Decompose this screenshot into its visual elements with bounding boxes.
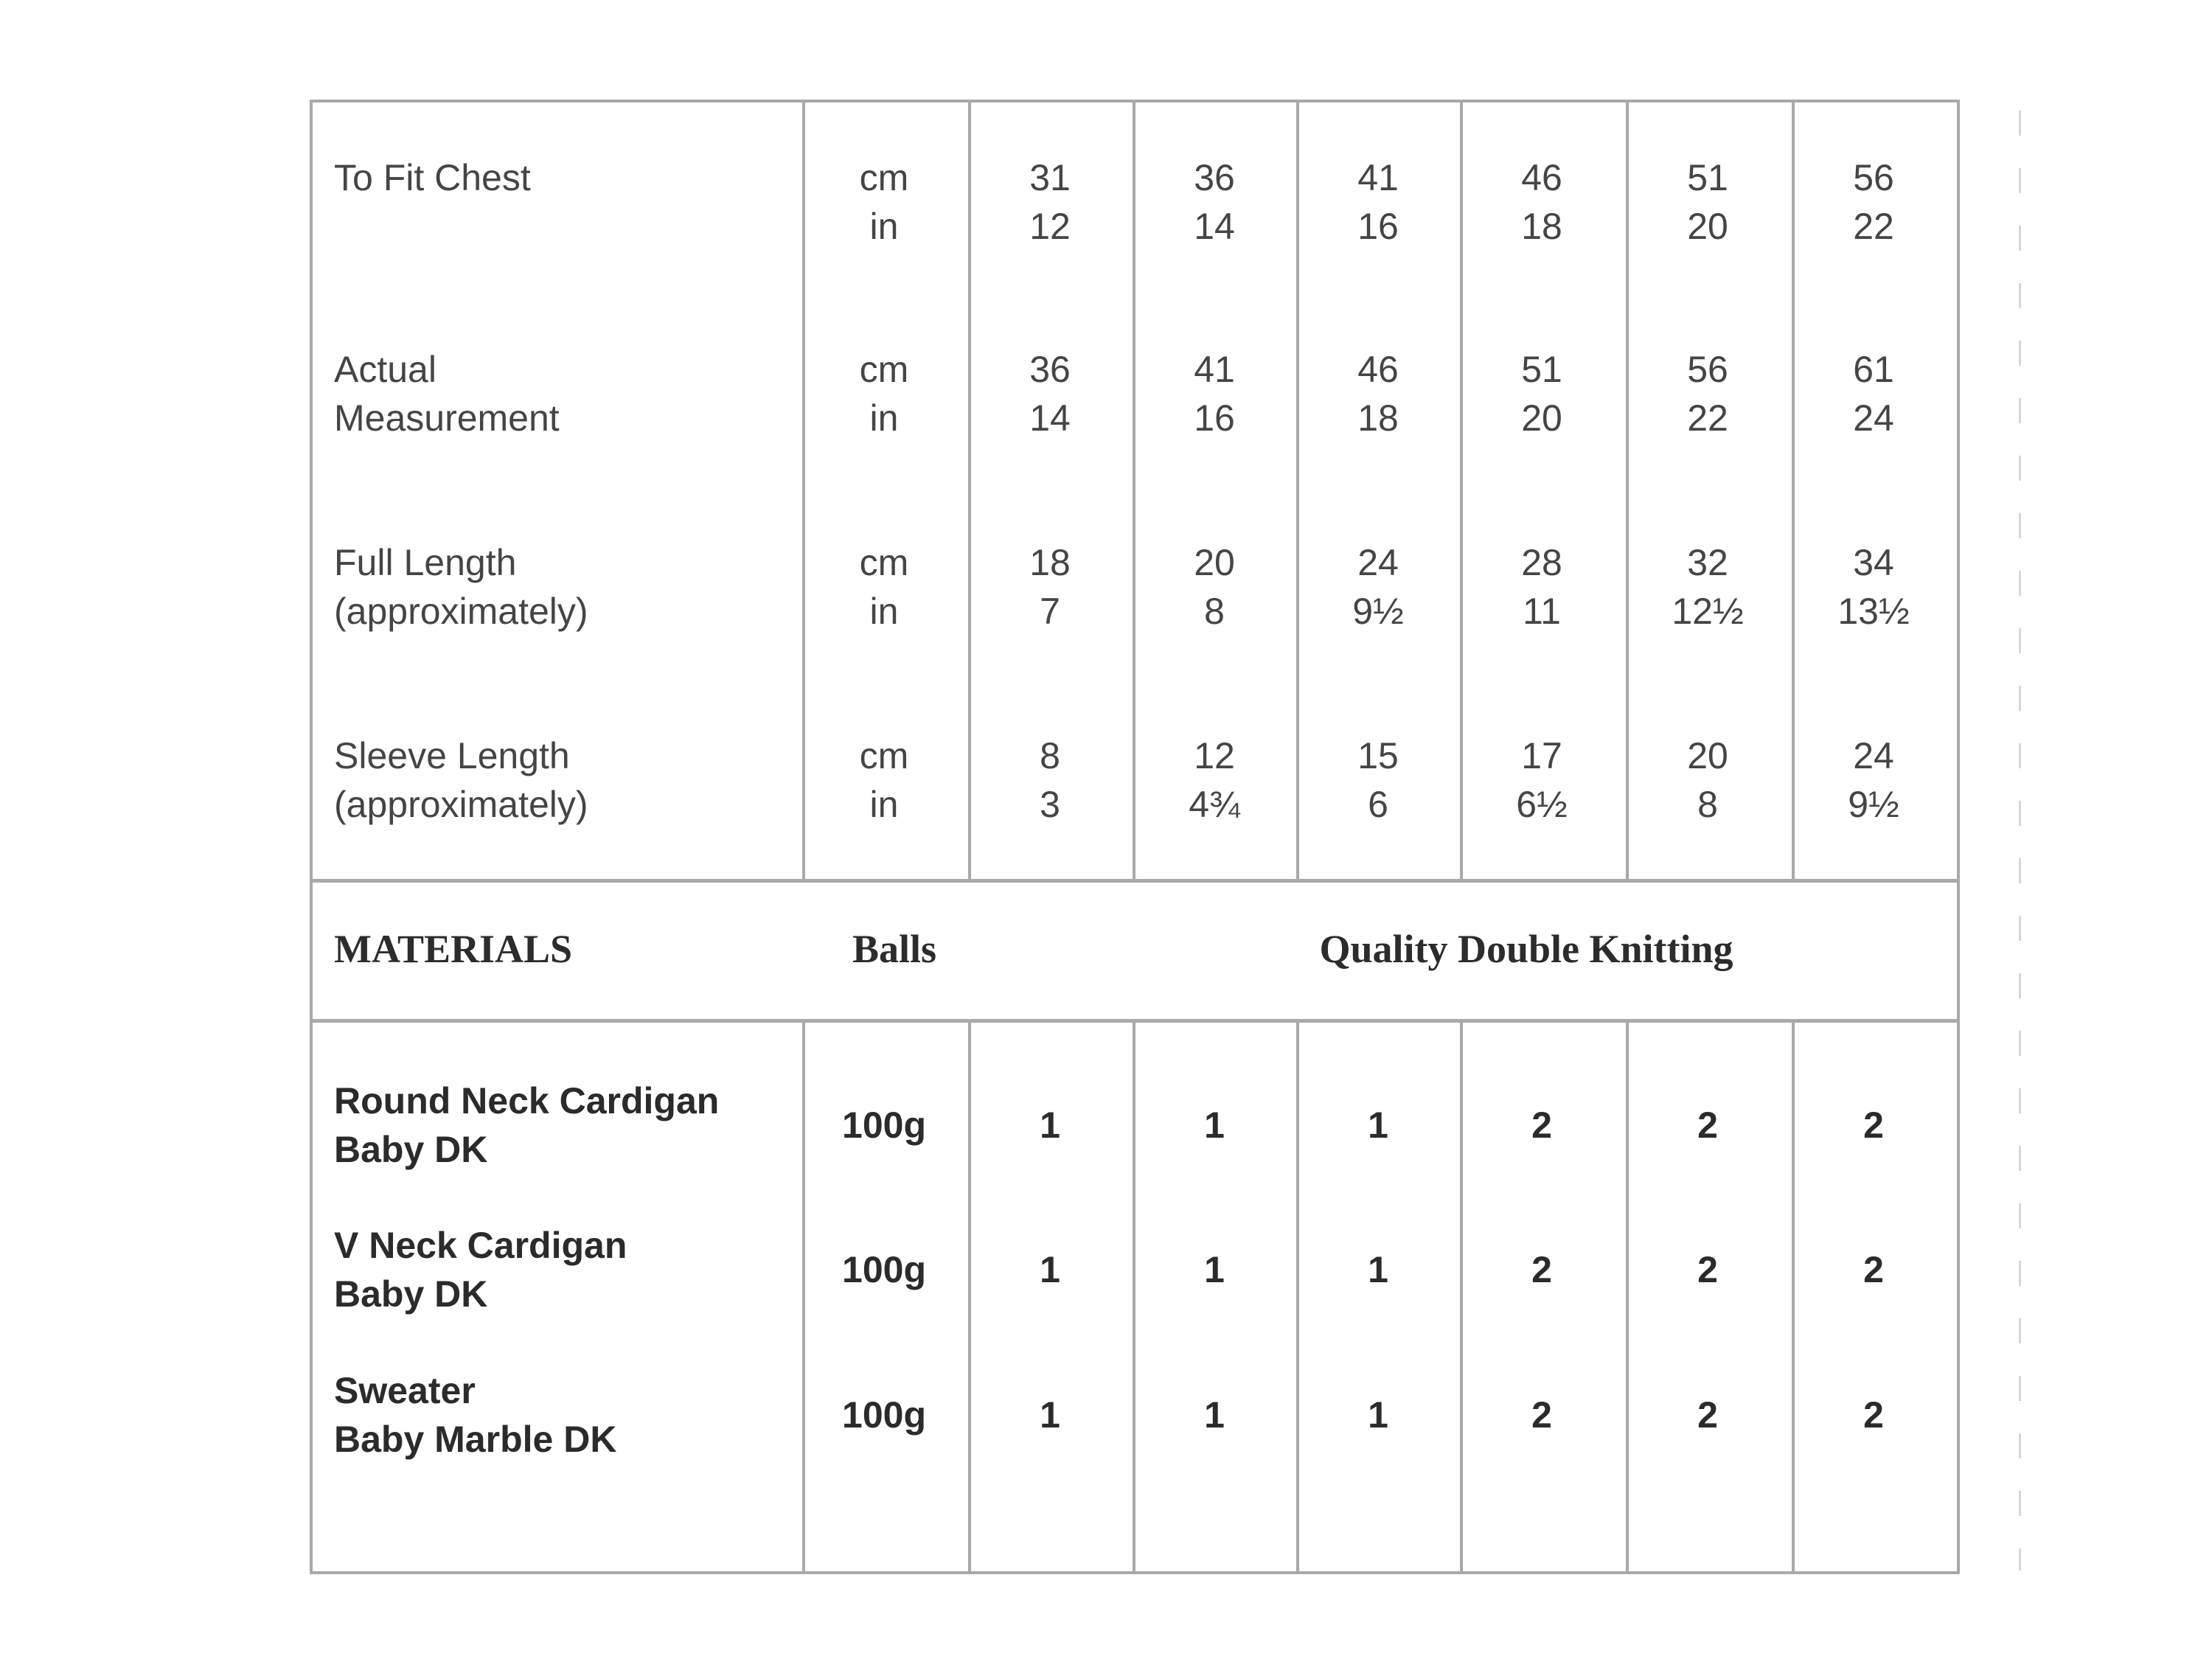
materials-title: MATERIALS [334,927,573,971]
size-value: 24 9½ [1352,542,1404,632]
row-label: Actual Measurement [334,349,560,439]
unit-cell: cm in [859,157,909,247]
size-value: 51 20 [1521,349,1562,439]
row-label: Sleeve Length (approximately) [334,735,588,825]
ball-count: 2 [1863,1394,1884,1436]
ball-count: 2 [1697,1394,1718,1436]
size-value: 8 3 [1040,735,1060,825]
quality-header: Quality Double Knitting [1319,927,1733,971]
ball-count: 2 [1697,1249,1718,1290]
size-value: 32 12½ [1672,542,1744,632]
ball-count: 2 [1863,1105,1884,1146]
size-value: 36 14 [1029,349,1071,439]
size-value: 61 24 [1853,349,1894,439]
size-value: 41 16 [1194,349,1235,439]
size-value: 20 8 [1194,542,1235,632]
ball-count: 2 [1863,1249,1884,1290]
ball-count: 2 [1697,1105,1718,1146]
size-value: 46 18 [1521,157,1562,247]
ball-count: 2 [1531,1249,1552,1290]
material-weight: 100g [842,1394,926,1436]
size-value: 17 6½ [1516,735,1568,825]
size-value: 36 14 [1194,157,1235,247]
size-value: 28 11 [1521,542,1562,632]
size-value: 20 8 [1687,735,1728,825]
ball-count: 1 [1368,1105,1388,1146]
size-value: 12 4¾ [1189,735,1240,825]
side-dashed-line [2019,111,2021,1571]
size-value: 18 7 [1029,542,1071,632]
size-value: 41 16 [1357,157,1399,247]
size-value: 24 9½ [1848,735,1899,825]
ball-count: 1 [1368,1394,1388,1436]
balls-header: Balls [852,927,937,971]
unit-cell: cm in [859,542,909,632]
unit-cell: cm in [859,349,909,439]
row-label: To Fit Chest [334,157,531,198]
material-label: V Neck Cardigan Baby DK [334,1225,627,1315]
row-label: Full Length (approximately) [334,542,588,632]
row-divider [310,879,1960,883]
size-value: 46 18 [1357,349,1399,439]
ball-count: 1 [1368,1249,1388,1290]
size-value: 31 12 [1029,157,1071,247]
size-value: 56 22 [1853,157,1894,247]
size-value: 34 13½ [1837,542,1910,632]
ball-count: 2 [1531,1105,1552,1146]
ball-count: 1 [1040,1394,1060,1436]
ball-count: 1 [1204,1394,1225,1436]
ball-count: 1 [1204,1105,1225,1146]
material-label: Sweater Baby Marble DK [334,1370,617,1460]
size-value: 51 20 [1687,157,1728,247]
size-value: 56 22 [1687,349,1728,439]
ball-count: 1 [1040,1105,1060,1146]
ball-count: 1 [1204,1249,1225,1290]
ball-count: 2 [1531,1394,1552,1436]
material-weight: 100g [842,1105,926,1146]
row-divider [310,1019,1960,1023]
unit-cell: cm in [859,735,909,825]
material-weight: 100g [842,1249,926,1290]
material-label: Round Neck Cardigan Baby DK [334,1080,720,1170]
size-value: 15 6 [1357,735,1399,825]
ball-count: 1 [1040,1249,1060,1290]
